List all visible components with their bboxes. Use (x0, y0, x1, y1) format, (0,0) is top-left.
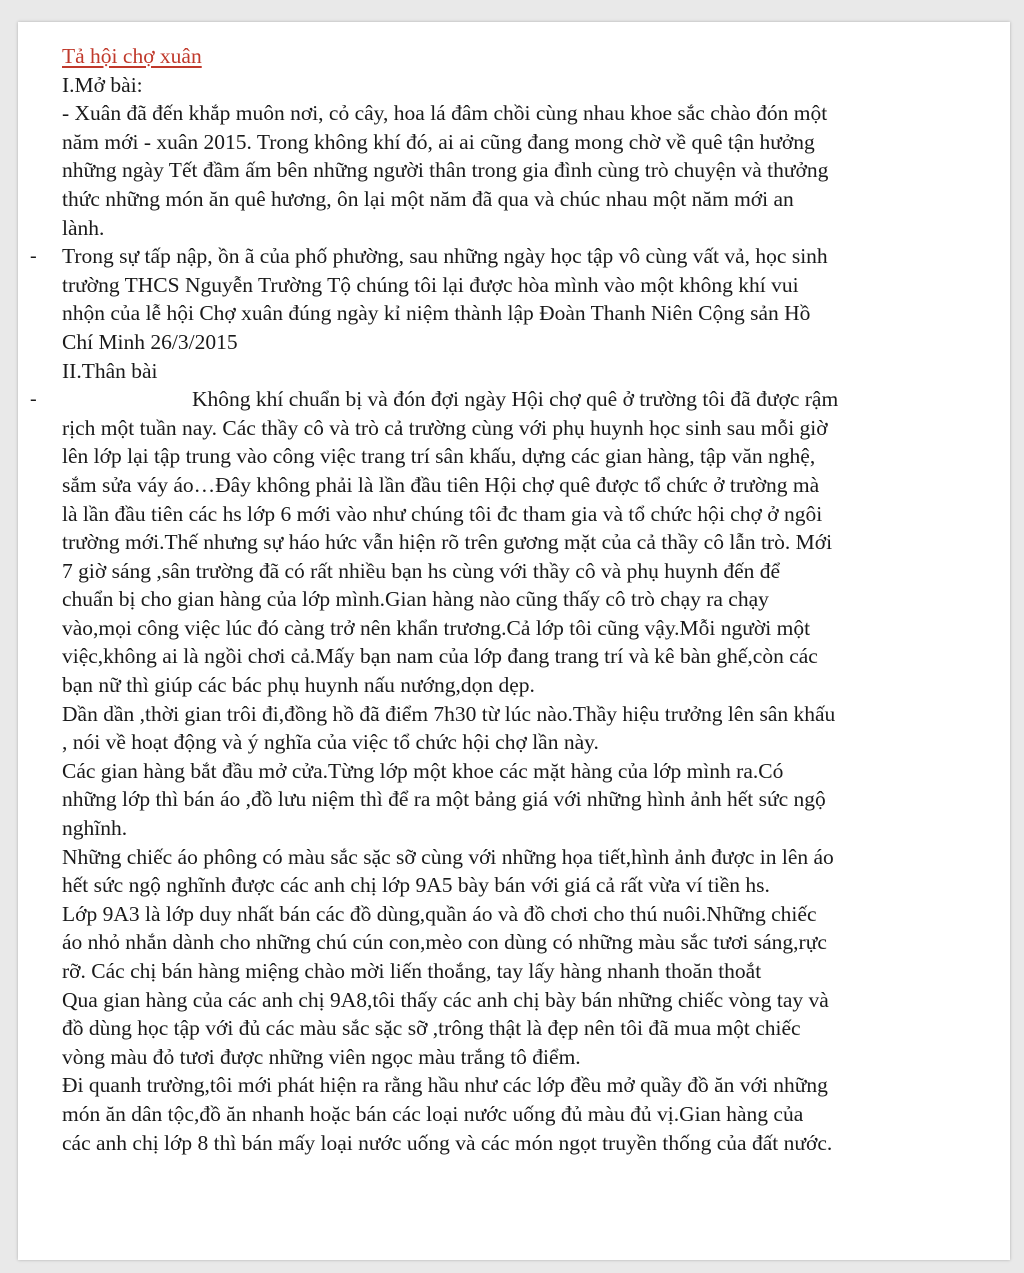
text-line: Dần dần ,thời gian trôi đi,đồng hồ đã điểm 7h30 từ lúc nào.Thầy hiệu trưởng lên sân khấu (62, 701, 836, 726)
section-heading-intro: I.Mở bài: (62, 72, 143, 97)
text-line: hết sức ngộ nghĩnh được các anh chị lớp 9A5 bày bán với giá cả rất vừa ví tiền hs. (62, 873, 770, 898)
intro-paragraph-2 (30, 242, 952, 356)
text-line: trường mới.Thế nhưng sự háo hức vẫn hiện rõ trên gương mặt của cả thầy cô lẫn trò. Mới (62, 530, 833, 555)
text-line: Trong sự tấp nập, ồn ã của phố phường, sau những ngày học tập vô cùng vất vả, học sinh (62, 244, 828, 269)
body-paragraph-5 (62, 900, 952, 986)
text-line: rịch một tuần nay. Các thầy cô và trò cả trường cùng với phụ huynh học sinh sau mỗi giờ (62, 415, 828, 440)
text-line: đồ dùng học tập với đủ các màu sắc sặc sỡ ,trông thật là đẹp nên tôi đã mua một chiếc (62, 1016, 801, 1041)
body-paragraph-6 (62, 986, 952, 1072)
text-line: những lớp thì bán áo ,đồ lưu niệm thì để ra một bảng giá với những hình ảnh hết sức ngộ (62, 787, 826, 812)
text-line: Không khí chuẩn bị và đón đợi ngày Hội chợ quê ở trường tôi đã được rậm (192, 387, 839, 412)
text-line: vào,mọi công việc lúc đó càng trở nên khẩn trương.Cả lớp tôi cũng vậy.Mỗi người một (62, 615, 811, 640)
body-paragraph-2 (62, 700, 952, 757)
intro-paragraph-1 (62, 99, 952, 242)
text-line: trường THCS Nguyễn Trường Tộ chúng tôi lại được hòa mình vào một không khí vui (62, 272, 799, 297)
body-paragraph-4 (62, 843, 952, 900)
text-line: năm mới - xuân 2015. Trong không khí đó, ai ai cũng đang mong chờ về quê tận hưởng (62, 129, 815, 154)
body-paragraph-7 (62, 1071, 952, 1157)
text-line: sắm sửa váy áo…Đây không phải là lần đầu tiên Hội chợ quê được tổ chức ở trường mà (62, 472, 820, 497)
text-line: chuẩn bị cho gian hàng của lớp mình.Gian hàng nào cũng thấy cô trò chạy ra chạy (62, 587, 769, 612)
text-line: nghĩnh. (62, 816, 128, 841)
text-line: lên lớp lại tập trung vào công việc trang trí sân khấu, dựng các gian hàng, tập văn nghệ, (62, 444, 816, 469)
text-line: Qua gian hàng của các anh chị 9A8,tôi thấy các anh chị bày bán những chiếc vòng tay và (62, 987, 829, 1012)
text-line: vòng màu đỏ tươi được những viên ngọc màu trắng tô điểm. (62, 1044, 581, 1069)
body-paragraph-1 (30, 385, 952, 700)
bullet-dash: - (30, 388, 37, 411)
text-line: Đi quanh trường,tôi mới phát hiện ra rằng hầu như các lớp đều mở quầy đồ ăn với những (62, 1073, 828, 1098)
text-line: rỡ. Các chị bán hàng miệng chào mời liến thoắng, tay lấy hàng nhanh thoăn thoắt (62, 959, 762, 983)
text-line: món ăn dân tộc,đồ ăn nhanh hoặc bán các loại nước uống đủ màu đủ vị.Gian hàng của (62, 1101, 804, 1126)
document-title: Tả hội chợ xuân (62, 44, 202, 68)
text-line: lành. (62, 215, 105, 240)
section-heading-body: II.Thân bài (62, 358, 158, 383)
document-page (18, 22, 1010, 1260)
text-line: thức những món ăn quê hương, ôn lại một năm đã qua và chúc nhau một năm mới an (62, 186, 794, 211)
text-line: Chí Minh 26/3/2015 (62, 329, 238, 354)
text-line: Lớp 9A3 là lớp duy nhất bán các đồ dùng,quần áo và đồ chơi cho thú nuôi.Những chiếc (62, 901, 817, 926)
body-paragraph-3 (62, 757, 952, 843)
text-line: nhộn của lễ hội Chợ xuân đúng ngày kỉ niệm thành lập Đoàn Thanh Niên Cộng sản Hồ (62, 301, 811, 326)
text-line: Các gian hàng bắt đầu mở cửa.Từng lớp một khoe các mặt hàng của lớp mình ra.Có (62, 758, 784, 783)
text-line: bạn nữ thì giúp các bác phụ huynh nấu nướng,dọn dẹp. (62, 673, 535, 698)
text-line: , nói về hoạt động và ý nghĩa của việc tổ chức hội chợ lần này. (62, 730, 599, 755)
text-line: là lần đầu tiên các hs lớp 6 mới vào như chúng tôi đc tham gia và tổ chức hội chợ ở ngôi (62, 501, 823, 526)
text-line: 7 giờ sáng ,sân trường đã có rất nhiều bạn hs cùng với thầy cô và phụ huynh đến để (62, 558, 781, 583)
text-line: những ngày Tết đầm ấm bên những người thân trong gia đình cùng trò chuyện và thưởng (62, 158, 829, 183)
text-line: các anh chị lớp 8 thì bán mấy loại nước uống và các món ngọt truyền thống của đất nước. (62, 1130, 833, 1155)
text-line: việc,không ai là ngồi chơi cả.Mấy bạn nam của lớp đang trang trí và kê bàn ghế,còn các (62, 644, 818, 669)
text-line: Những chiếc áo phông có màu sắc sặc sỡ cùng với những họa tiết,hình ảnh được in lên áo (62, 844, 834, 869)
bullet-dash: - (30, 245, 37, 268)
text-line: - Xuân đã đến khắp muôn nơi, cỏ cây, hoa lá đâm chồi cùng nhau khoe sắc chào đón một (62, 101, 828, 126)
document-body (30, 42, 952, 1157)
text-line: áo nhỏ nhắn dành cho những chú cún con,mèo con dùng có những màu sắc tươi sáng,rực (62, 930, 827, 955)
